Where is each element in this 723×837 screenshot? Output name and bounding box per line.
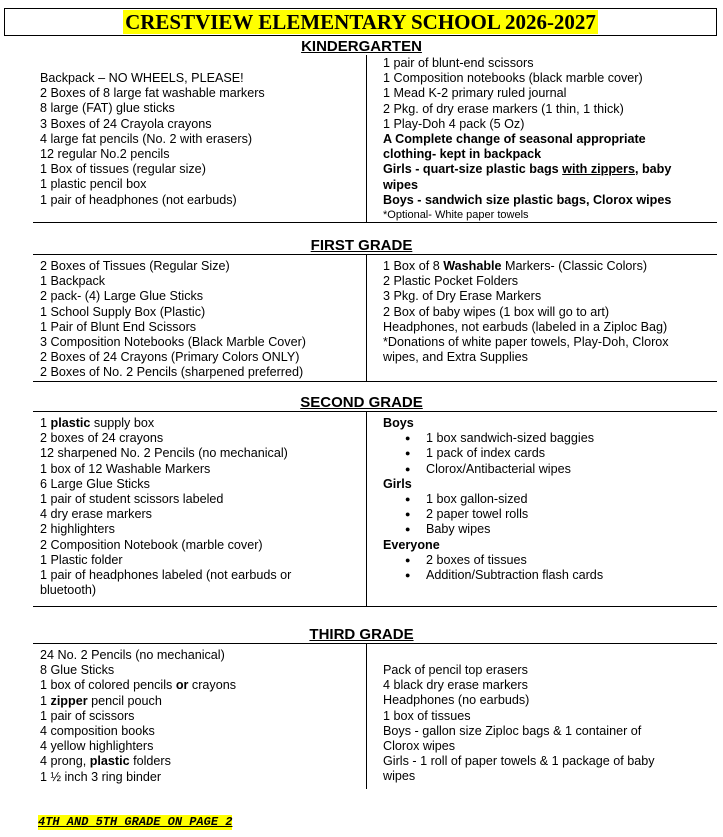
list-item: 24 No. 2 Pencils (no mechanical) [40, 648, 225, 662]
third-grade-heading: THIRD GRADE [309, 626, 414, 643]
list-item: 2 Plastic Pocket Folders [383, 274, 519, 289]
column-divider [366, 55, 367, 223]
list-item: 1 Mead K-2 primary ruled journal [383, 86, 567, 101]
third-grade-section [33, 643, 717, 789]
bullet-item: ● 1 pack of index cards [383, 446, 683, 461]
list-item: 3 Pkg. of Dry Erase Markers [383, 289, 542, 304]
bullet-item: ● 2 paper towel rolls [383, 507, 683, 522]
bullet-item: ● 2 boxes of tissues [383, 553, 683, 568]
list-item: *Optional- White paper towels [383, 209, 529, 222]
column-divider [366, 643, 367, 789]
first-grade-heading: FIRST GRADE [310, 237, 413, 254]
group-label-girls: Girls [383, 476, 412, 491]
section-rule [33, 643, 717, 644]
list-item: 1 Pair of Blunt End Scissors [40, 319, 197, 334]
list-item: 12 regular No.2 pencils [40, 147, 170, 162]
second-grade-heading: SECOND GRADE [300, 394, 423, 411]
list-item: Pack of pencil top erasers [383, 663, 528, 677]
section-rule [33, 381, 717, 382]
list-item: A Complete change of seasonal appropriate clothing- kept in backpack [383, 132, 646, 162]
list-item: 1 pair of student scissors labeled [40, 492, 224, 507]
section-rule [33, 222, 717, 223]
list-item: 8 Glue Sticks [40, 663, 115, 678]
list-item: 1 plastic pencil box [40, 177, 147, 192]
list-item: 1 pair of scissors [40, 708, 135, 723]
list-item: 2 Boxes of Tissues (Regular Size) [40, 259, 230, 273]
list-item: 1 box of tissues [383, 708, 471, 723]
third-grade-right-list [383, 663, 683, 785]
column-divider [366, 254, 367, 382]
list-item: 2 Pkg. of dry erase markers (1 thin, 1 thick) [383, 101, 624, 116]
list-item: 4 composition books [40, 724, 155, 739]
group-label-everyone: Everyone [383, 537, 440, 552]
list-item: Headphones (no earbuds) [383, 693, 530, 708]
list-item: 1 zipper pencil pouch [40, 693, 162, 708]
kindergarten-right-list [383, 56, 683, 222]
list-item: Girls - 1 roll of paper towels & 1 package of baby wipes [383, 754, 655, 784]
list-item: 1 Plastic folder [40, 552, 123, 567]
second-grade-section [33, 411, 717, 607]
list-item: 2 pack- (4) Large Glue Sticks [40, 289, 204, 304]
list-item: 4 prong, plastic folders [40, 754, 171, 769]
list-item: 4 black dry erase markers [383, 678, 528, 693]
list-item: 1 ½ inch 3 ring binder [40, 769, 162, 784]
list-item: 1 pair of headphones labeled (not earbuds or bluetooth) [40, 568, 292, 598]
list-item: 1 box of colored pencils or crayons [40, 678, 237, 693]
bullet-item: ● Addition/Subtraction flash cards [383, 568, 683, 583]
list-item: 1 School Supply Box (Plastic) [40, 304, 206, 319]
list-item: 8 large (FAT) glue sticks [40, 101, 175, 116]
kindergarten-heading: KINDERGARTEN [301, 38, 422, 55]
page-2-note: 4TH AND 5TH GRADE ON PAGE 2 [38, 815, 233, 829]
list-item: 4 yellow highlighters [40, 739, 154, 754]
list-item: 12 sharpened No. 2 Pencils (no mechanical) [40, 446, 288, 461]
list-item: 1 Composition notebooks (black marble cover) [383, 71, 643, 86]
list-item: 1 Play-Doh 4 pack (5 Oz) [383, 116, 525, 131]
third-grade-left-list [40, 648, 360, 785]
list-item: 2 boxes of 24 crayons [40, 431, 164, 446]
list-item: 1 Box of 8 Washable Markers- (Classic Colors) [383, 259, 648, 273]
column-divider [366, 411, 367, 607]
kindergarten-left-list [40, 71, 360, 208]
bullet-item: ● Baby wipes [383, 522, 683, 537]
list-item: 3 Composition Notebooks (Black Marble Cover) [40, 335, 306, 350]
list-item: 2 Boxes of 24 Crayons (Primary Colors ONLY) [40, 350, 300, 365]
title-box [4, 8, 717, 36]
bullet-item: ● Clorox/Antibacterial wipes [383, 462, 683, 477]
list-item: 6 Large Glue Sticks [40, 476, 150, 491]
list-item: 1 box of 12 Washable Markers [40, 461, 211, 476]
list-item: 2 highlighters [40, 522, 115, 537]
list-item: 1 pair of headphones (not earbuds) [40, 192, 237, 207]
second-grade-right-list [383, 416, 683, 583]
list-item: 2 Composition Notebook (marble cover) [40, 537, 263, 552]
section-rule [33, 254, 717, 255]
second-grade-left-list [40, 416, 360, 598]
list-item: Boys - sandwich size plastic bags, Clorox wipes [383, 192, 672, 207]
section-rule [33, 411, 717, 412]
list-item: *Donations of white paper towels, Play-Doh, Clorox wipes, and Extra Supplies [383, 335, 669, 365]
first-grade-section [33, 254, 717, 382]
list-item: Backpack – NO WHEELS, PLEASE! [40, 71, 244, 85]
page-title: CRESTVIEW ELEMENTARY SCHOOL 2026-2027 [125, 10, 596, 34]
list-item: 1 pair of blunt-end scissors [383, 56, 534, 70]
bullet-item: ● 1 box sandwich-sized baggies [383, 431, 683, 446]
list-item: 1 plastic supply box [40, 416, 155, 430]
list-item: 2 Boxes of No. 2 Pencils (sharpened preferred) [40, 365, 304, 380]
section-rule [33, 606, 717, 607]
list-item: Girls - quart-size plastic bags with zippers, baby wipes [383, 162, 672, 192]
list-item: 3 Boxes of 24 Crayola crayons [40, 116, 212, 131]
first-grade-right-list [383, 259, 683, 365]
first-grade-left-list [40, 259, 360, 381]
list-item: 2 Boxes of 8 large fat washable markers [40, 86, 265, 101]
list-item: 1 Backpack [40, 274, 106, 289]
group-label-boys: Boys [383, 416, 414, 430]
bullet-item: ● 1 box gallon-sized [383, 492, 683, 507]
list-item: 1 Box of tissues (regular size) [40, 162, 206, 177]
list-item: Headphones, not earbuds (labeled in a Ziploc Bag) [383, 319, 668, 334]
list-item: Boys - gallon size Ziploc bags & 1 container of Clorox wipes [383, 723, 642, 754]
list-item: 4 dry erase markers [40, 507, 152, 522]
list-item: 2 Box of baby wipes (1 box will go to art) [383, 304, 610, 319]
kindergarten-section [33, 55, 717, 223]
list-item: 4 large fat pencils (No. 2 with erasers) [40, 131, 253, 146]
